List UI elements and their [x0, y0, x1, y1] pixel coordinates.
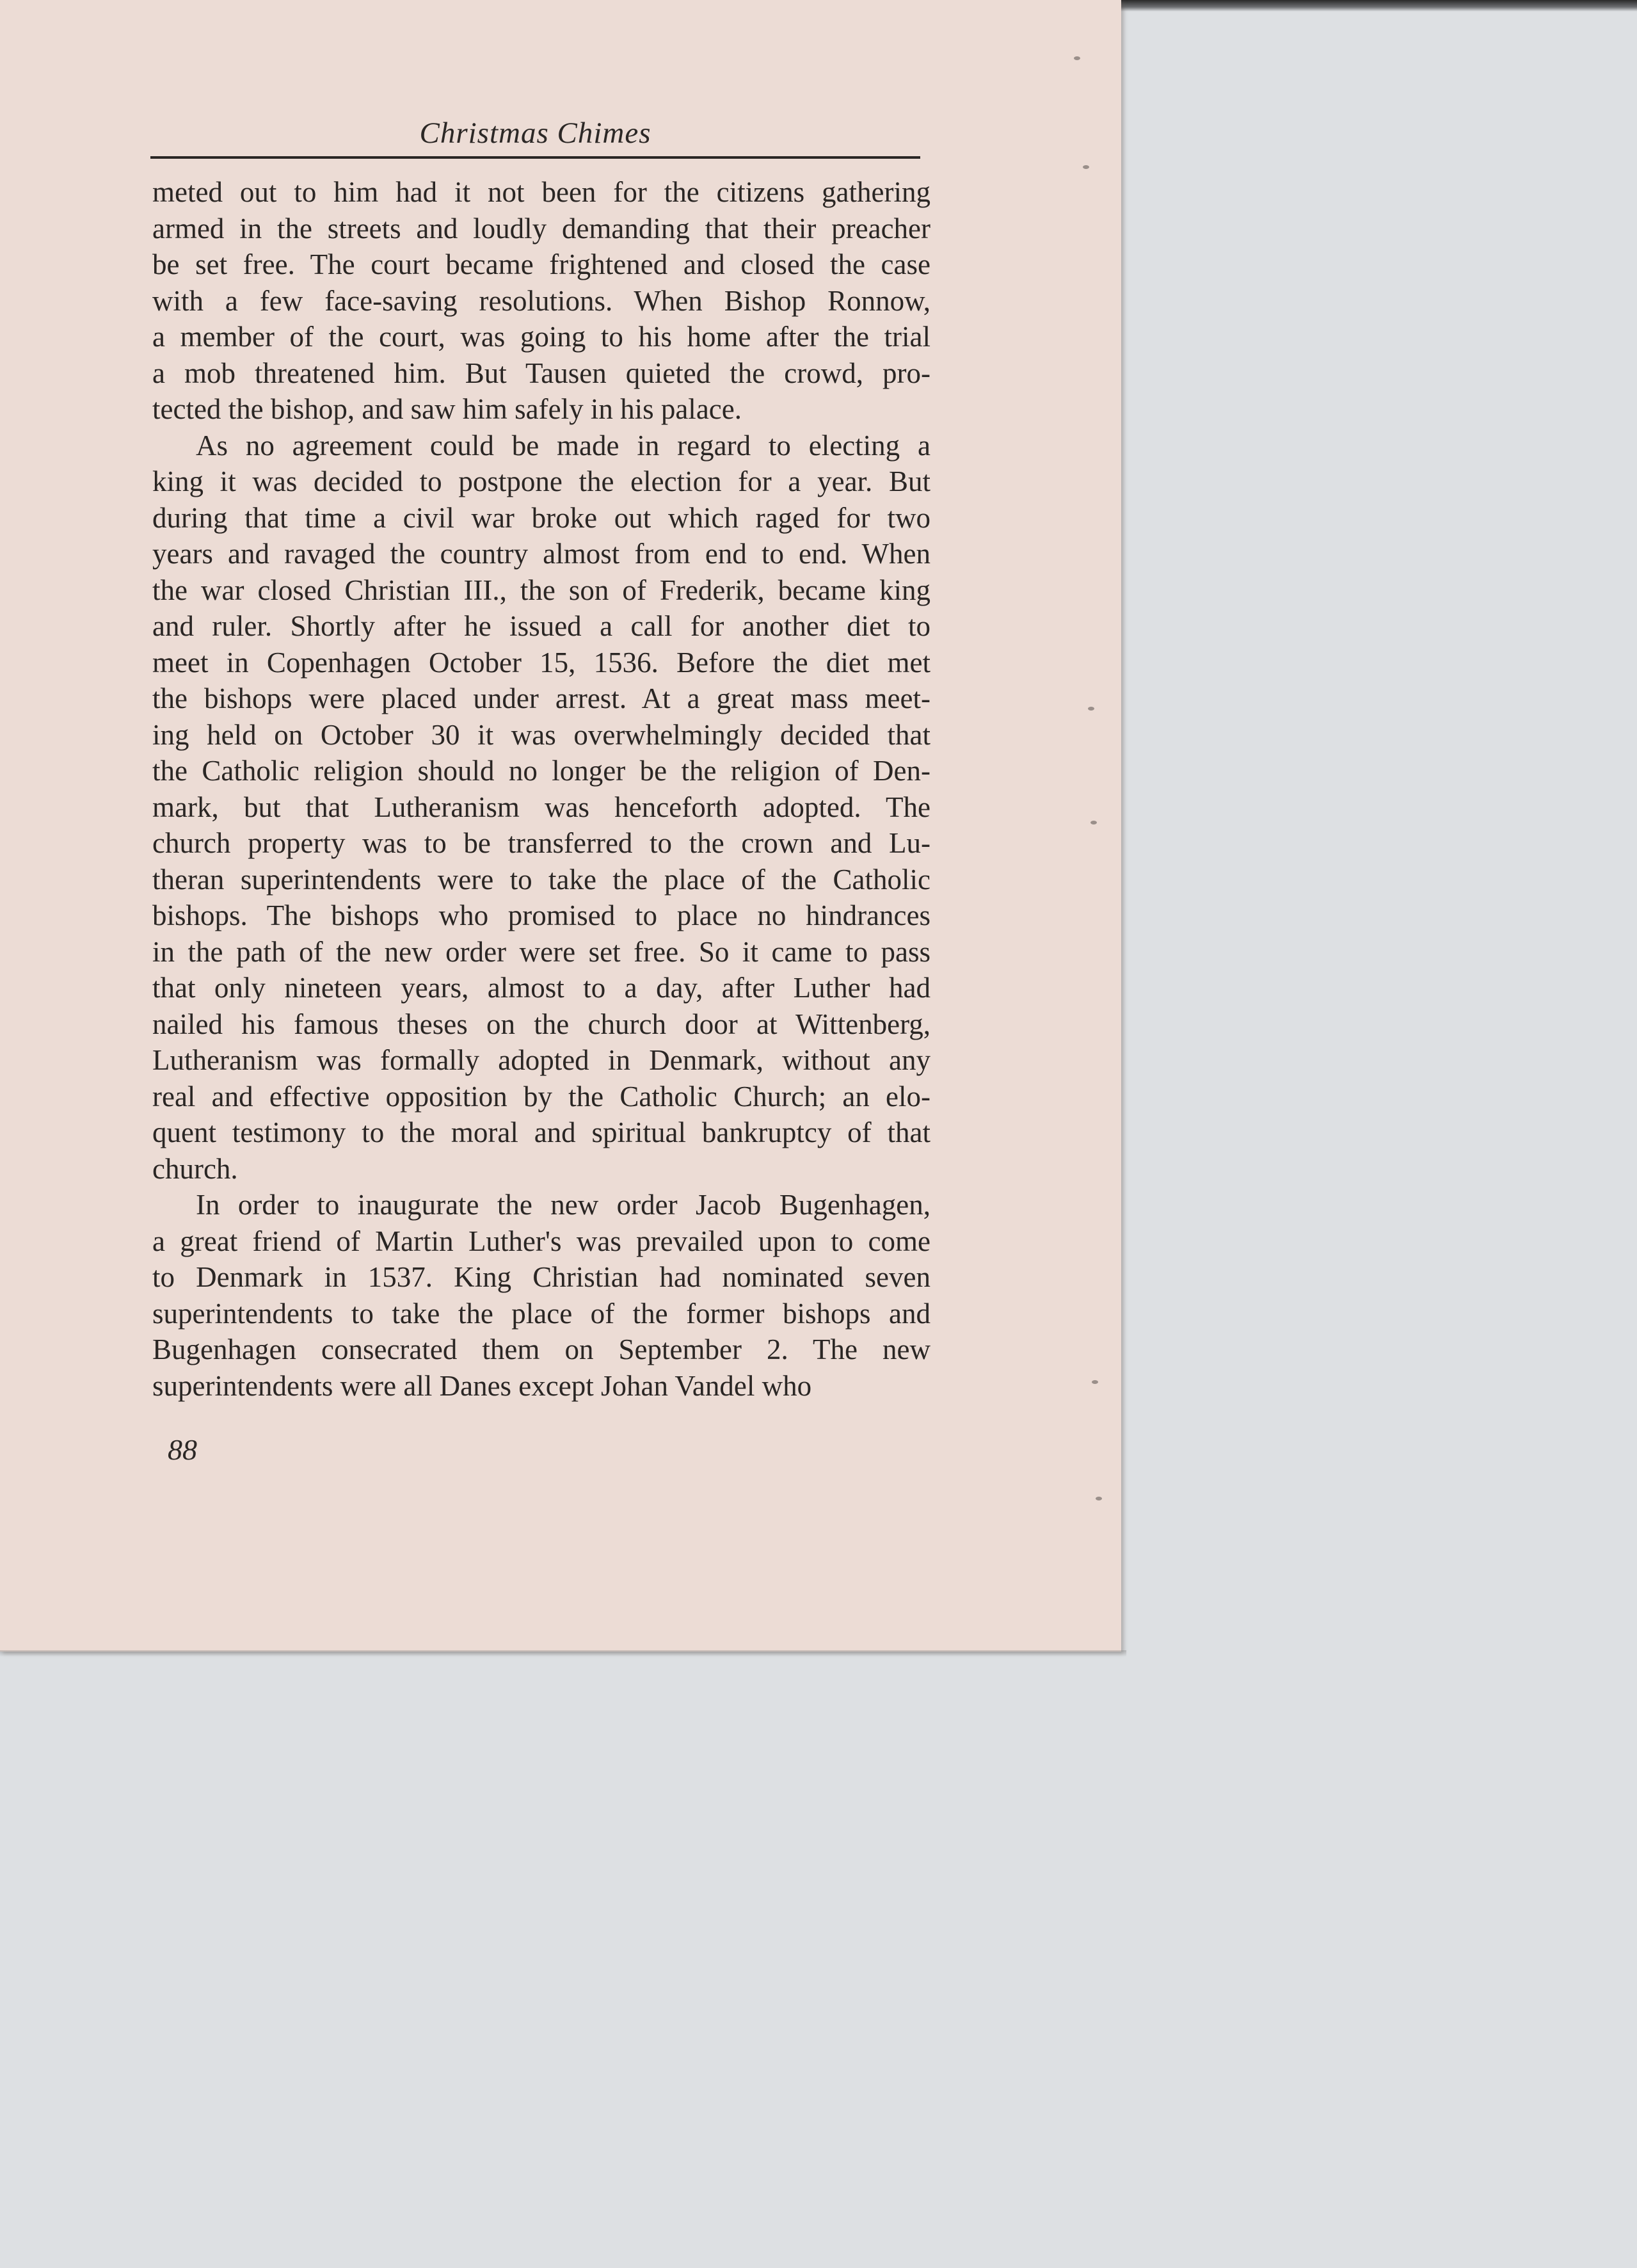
binding-mark [1074, 56, 1080, 60]
running-title: Christmas Chimes [419, 117, 651, 150]
text-line: Lutheranism was formally adopted in Denmark, without any [152, 1044, 930, 1076]
book-page [0, 0, 1121, 1652]
text-line: to Denmark in 1537. King Christian had nominated seven [152, 1261, 930, 1293]
text-line: that only nineteen years, almost to a day, after Luther had [152, 972, 930, 1004]
text-line: quent testimony to the moral and spiritual bankruptcy of that [152, 1116, 930, 1148]
text-line: be set free. The court became frightened and closed the case [152, 248, 930, 280]
text-line: a mob threatened him. But Tausen quieted the crowd, pro- [152, 357, 930, 389]
text-line: during that time a civil war broke out which raged for two [152, 501, 930, 534]
text-line: a member of the court, was going to his home after the trial [152, 321, 930, 353]
page-number: 88 [168, 1433, 197, 1466]
text-line: meet in Copenhagen October 15, 1536. Before the diet met [152, 646, 930, 679]
text-line: Bugenhagen consecrated them on September 2. The new [152, 1333, 930, 1365]
running-header [150, 110, 920, 159]
text-line: theran superintendents were to take the place of the Catholic [152, 863, 930, 896]
text-line: real and effective opposition by the Catholic Church; an elo- [152, 1080, 930, 1113]
text-line: king it was decided to postpone the election for a year. But [152, 465, 930, 497]
text-line: ing held on October 30 it was overwhelmingly decided that [152, 718, 930, 751]
binding-mark [1090, 821, 1097, 824]
text-line: tected the bishop, and saw him safely in his palace. [152, 393, 742, 425]
text-line: church property was to be transferred to the crown and Lu- [152, 827, 930, 859]
binding-mark [1088, 707, 1094, 711]
text-line: armed in the streets and loudly demanding that their preacher [152, 212, 930, 245]
text-line: bishops. The bishops who promised to place no hindrances [152, 899, 930, 931]
text-line: the bishops were placed under arrest. At a great mass meet- [152, 682, 930, 714]
text-line: In order to inaugurate the new order Jacob Bugenhagen, [196, 1189, 930, 1221]
text-line: superintendents to take the place of the former bishops and [152, 1297, 930, 1330]
text-line: church. [152, 1152, 238, 1185]
text-line: meted out to him had it not been for the citizens gathering [152, 176, 930, 208]
page-body [152, 174, 930, 1404]
text-line: the Catholic religion should no longer be the religion of Den- [152, 755, 930, 787]
text-line: superintendents were all Danes except Johan Vandel who [152, 1369, 812, 1402]
text-line: with a few face-saving resolutions. When Bishop Ronnow, [152, 284, 930, 317]
scanner-edge [1117, 0, 1637, 12]
text-line: and ruler. Shortly after he issued a call for another diet to [152, 610, 930, 642]
text-line: in the path of the new order were set free. So it came to pass [152, 935, 930, 968]
page-shadow [0, 1650, 1126, 1657]
binding-mark [1083, 165, 1089, 169]
text-line: the war closed Christian III., the son of Frederik, became king [152, 574, 930, 606]
text-line: As no agreement could be made in regard to electing a [196, 429, 930, 462]
text-line: a great friend of Martin Luther's was prevailed upon to come [152, 1225, 930, 1257]
text-line: nailed his famous theses on the church door at Wittenberg, [152, 1008, 930, 1040]
text-line: years and ravaged the country almost from end to end. When [152, 538, 930, 570]
text-line: mark, but that Lutheranism was henceforth adopted. The [152, 791, 930, 823]
binding-mark [1092, 1380, 1098, 1384]
binding-mark [1096, 1497, 1102, 1500]
